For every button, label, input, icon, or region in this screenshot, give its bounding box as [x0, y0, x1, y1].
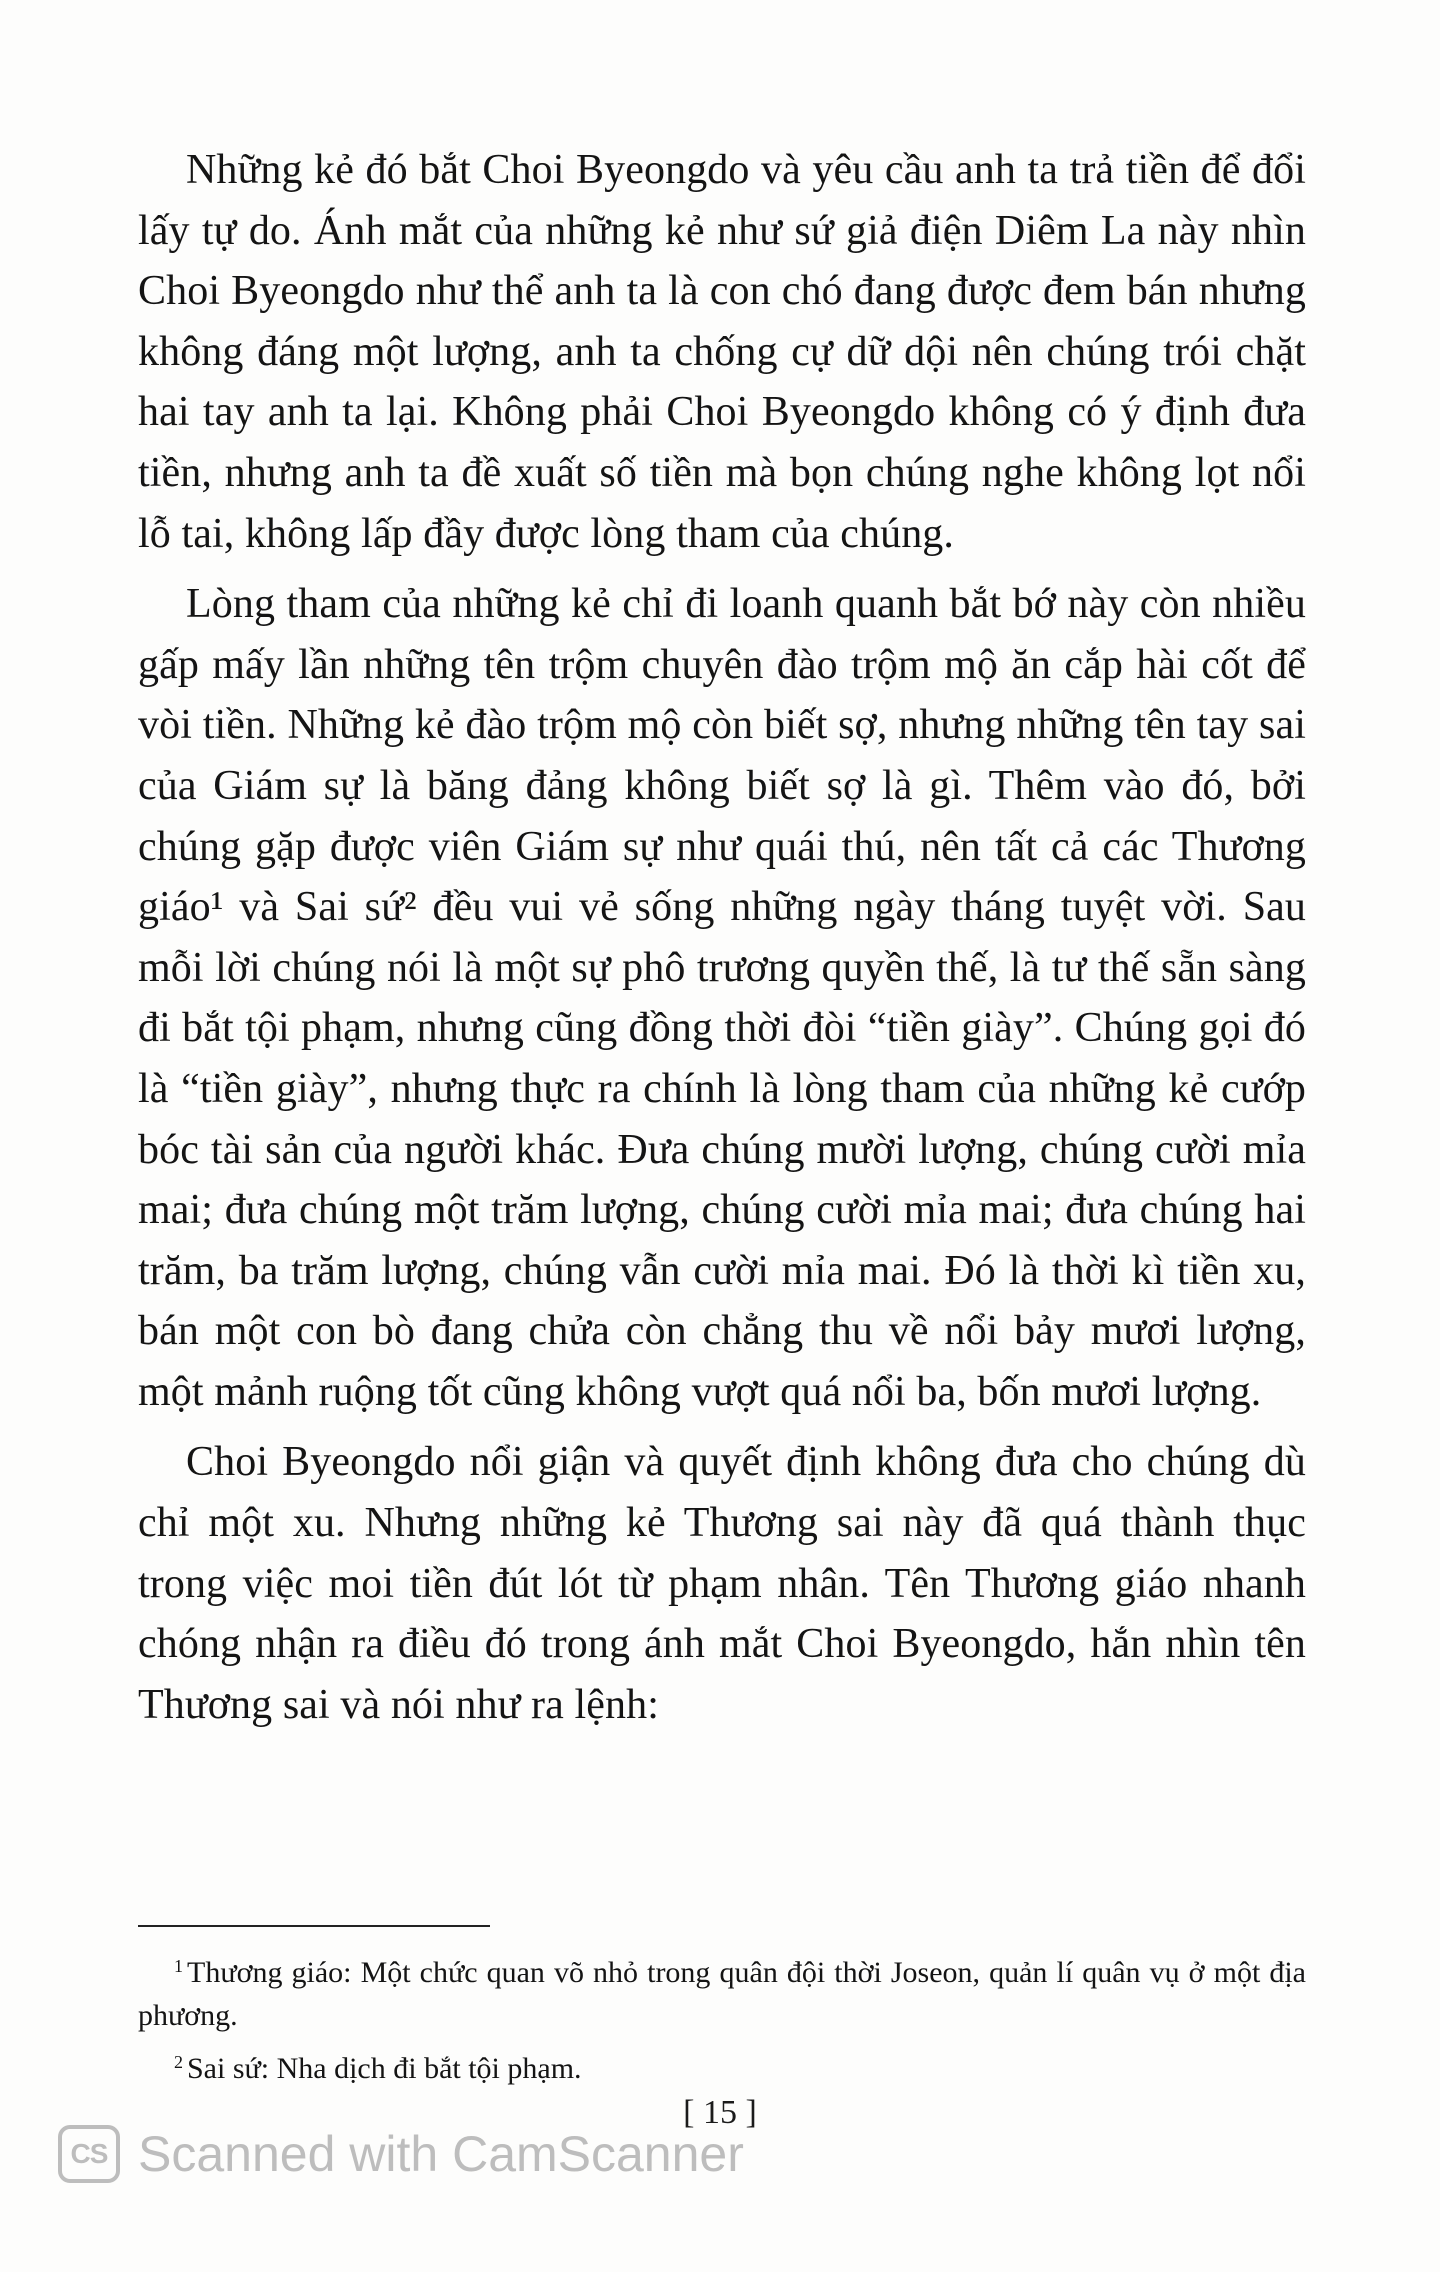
paragraph-3: Choi Byeongdo nổi giận và quyết định không đưa cho chúng dù chỉ một xu. Nhưng những kẻ Thương sai này đã quá thành thục trong việc moi tiền đút lót từ phạm nhân. Tên Thương giáo nhanh chóng nhận ra điều đó trong ánh mắt Choi Byeongdo, hắn nhìn tên Thương sai và nói như ra lệnh:	[138, 1439, 1306, 1728]
footnote-marker: 1	[174, 1956, 183, 1976]
body-text	[138, 140, 1306, 1745]
footnote-text: Sai sứ: Nha dịch đi bắt tội phạm.	[187, 2052, 582, 2085]
footnote-divider	[138, 1925, 490, 1927]
footnote-marker: 2	[174, 2052, 183, 2072]
footnotes	[138, 1945, 1306, 2094]
footnote-2	[138, 2041, 1306, 2090]
watermark-text: Scanned with CamScanner	[138, 2126, 744, 2182]
page-number: [ 15 ]	[683, 2094, 757, 2131]
footnote-text: Thương giáo: Một chức quan võ nhỏ trong quân đội thời Joseon, quản lí quân vụ ở một địa phương.	[138, 1956, 1306, 2032]
paragraph-1: Những kẻ đó bắt Choi Byeongdo và yêu cầu anh ta trả tiền để đổi lấy tự do. Ánh mắt của những kẻ như sứ giả điện Diêm La này nhìn Choi Byeongdo như thể anh ta là con chó đang được đem bán nhưng không đáng một lượng, anh ta chống cự dữ dội nên chúng trói chặt hai tay anh ta lại. Không phải Choi Byeongdo không có ý định đưa tiền, nhưng anh ta đề xuất số tiền mà bọn chúng nghe không lọt nổi lỗ tai, không lấp đầy được lòng tham của chúng.	[138, 147, 1306, 557]
footnote-1	[138, 1945, 1306, 2037]
camscanner-watermark	[58, 2118, 744, 2190]
camscanner-logo-icon: CS	[58, 2125, 120, 2183]
paragraph-2: Lòng tham của những kẻ chỉ đi loanh quanh bắt bớ này còn nhiều gấp mấy lần những tên trộm chuyên đào trộm mộ ăn cắp hài cốt để vòi tiền. Những kẻ đào trộm mộ còn biết sợ, nhưng những tên tay sai của Giám sự là băng đảng không biết sợ là gì. Thêm vào đó, bởi chúng gặp được viên Giám sự như quái thú, nên tất cả các Thương giáo¹ và Sai sứ² đều vui vẻ sống những ngày tháng tuyệt vời. Sau mỗi lời chúng nói là một sự phô trương quyền thế, là tư thế sẵn sàng đi bắt tội phạm, nhưng cũng đồng thời đòi “tiền giày”. Chúng gọi đó là “tiền giày”, nhưng thực ra chính là lòng tham của những kẻ cướp bóc tài sản của người khác. Đưa chúng mười lượng, chúng cười mỉa mai; đưa chúng một trăm lượng, chúng cười mỉa mai; đưa chúng hai trăm, ba trăm lượng, chúng vẫn cười mỉa mai. Đó là thời kì tiền xu, bán một con bò đang chửa còn chẳng thu về nổi bảy mươi lượng, một mảnh ruộng tốt cũng không vượt quá nổi ba, bốn mươi lượng.	[138, 581, 1306, 1415]
